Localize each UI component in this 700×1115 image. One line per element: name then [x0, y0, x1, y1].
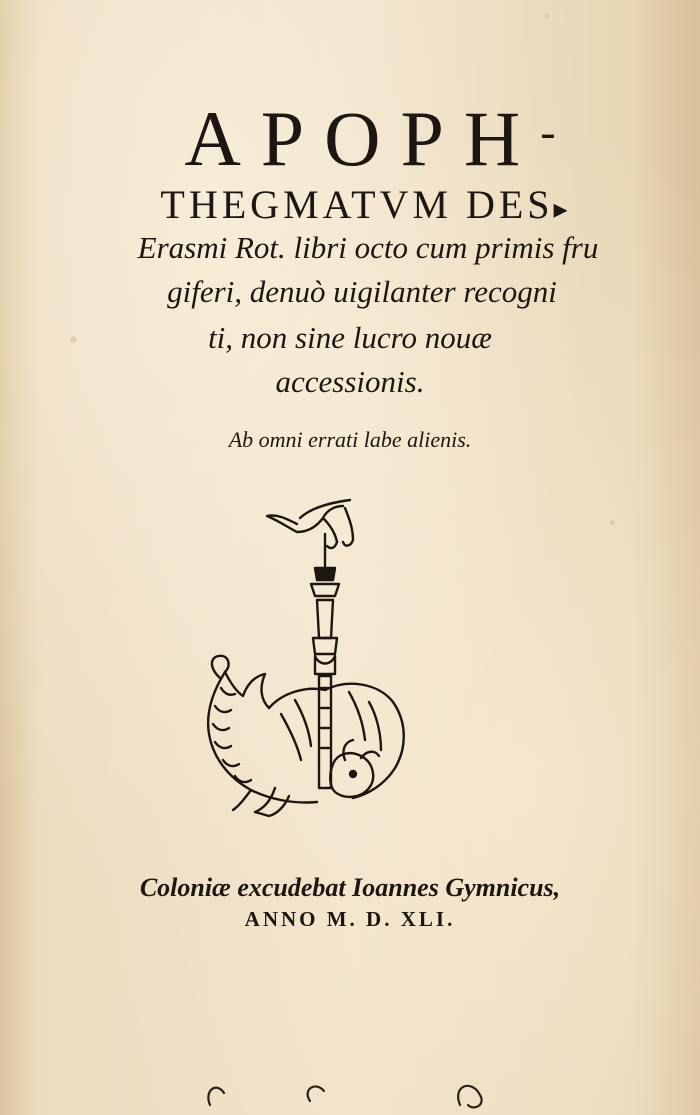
- title-word-apoph: APOPH: [184, 95, 541, 182]
- title-line-1: [0, 92, 700, 182]
- title-line-5: ti, non sine lucro nouæ: [208, 320, 492, 355]
- ink-marks-bottom: [190, 1065, 530, 1115]
- title-line-3: Erasmi Rot. libri octo cum primis fru: [137, 230, 599, 265]
- title-line-2-hyphen: ▸: [553, 194, 568, 225]
- title-line-2: [0, 183, 700, 232]
- title-word-thegmatum: THEGMATVM DES: [160, 182, 554, 227]
- foxing-spot: [610, 520, 615, 525]
- title-hyphen: -: [540, 106, 556, 157]
- imprint-line: Coloniæ excudebat Ioannes Gymnicus,: [139, 873, 561, 902]
- title-line-4: giferi, denuò uigilanter recogni: [167, 274, 557, 309]
- title-line-6: accessionis.: [275, 364, 425, 399]
- imprint-year: ANNO M. D. XLI.: [244, 907, 456, 931]
- foxing-spot: [545, 14, 549, 18]
- motto: Ab omni errati labe alienis.: [228, 427, 472, 452]
- printer-mark-woodcut: [185, 488, 415, 853]
